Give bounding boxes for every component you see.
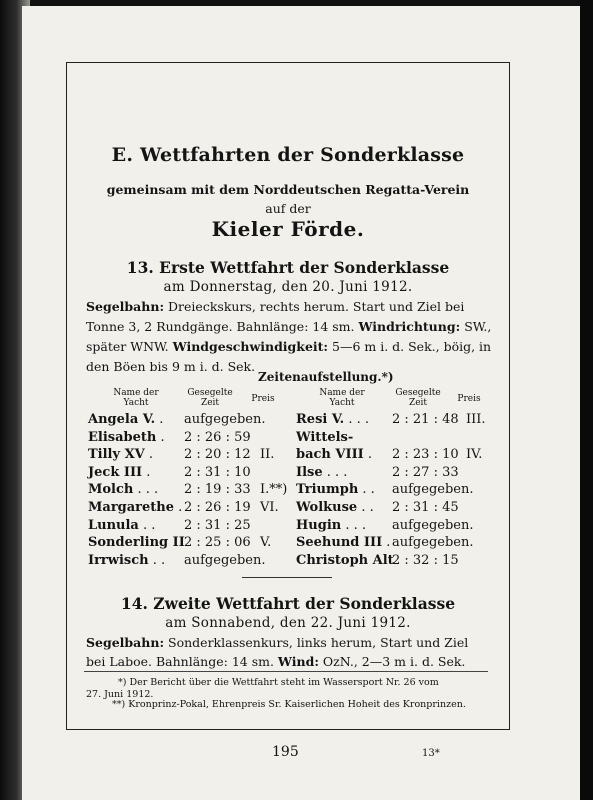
yacht-name xyxy=(88,500,182,515)
sailed-time: 2 : 23 : 10 xyxy=(392,447,459,463)
course-text-3: später WNW. xyxy=(86,339,173,354)
footnote-2: **) Kronprinz-Pokal, Ehrenpreis Sr. Kaiserlichen Hoheit des Kronprinzen. xyxy=(112,699,466,710)
results-left-row xyxy=(88,553,298,573)
sailed-time: 2 : 21 : 48 xyxy=(392,412,459,427)
signature-mark: 13* xyxy=(422,748,440,759)
race-14-wind-value: OzN., 2—3 m i. d. Sek. xyxy=(318,654,466,669)
wind-direction-value: SW., xyxy=(460,319,492,334)
yacht-name-text: Tilly XV xyxy=(88,447,145,463)
yacht-name-text: Margarethe xyxy=(88,500,175,515)
sailed-time: aufgegeben. xyxy=(392,482,474,498)
col-head-prize-left: Preis xyxy=(251,394,275,404)
race-13-course-line-1 xyxy=(86,296,490,317)
course-text-2: Tonne 3, 2 Rundgänge. Bahnlänge: 14 sm. xyxy=(86,319,359,334)
yacht-name xyxy=(88,482,158,497)
leader-dots: . . . xyxy=(344,412,369,427)
yacht-name-text: Lunula xyxy=(88,517,139,533)
sailed-time: 2 : 20 : 12 xyxy=(184,447,251,463)
col-head-time-left: Gesegelte Zeit xyxy=(187,388,233,408)
sailed-time: 2 : 27 : 33 xyxy=(392,464,459,480)
wind-direction-label: Windrichtung: xyxy=(358,319,461,334)
race-14-course-line-1 xyxy=(86,632,490,653)
race-14-wind-label: Wind: xyxy=(277,654,319,669)
yacht-name xyxy=(88,412,163,427)
race-14-course-line-2 xyxy=(86,651,490,672)
leader-dots: . . xyxy=(148,552,166,568)
leader-dots: . xyxy=(144,447,154,463)
yacht-name-text: Angela V. xyxy=(88,412,156,427)
page-edge-shadow xyxy=(580,0,593,800)
sailed-time: 2 : 31 : 45 xyxy=(392,500,459,515)
yacht-name xyxy=(296,412,369,427)
yacht-name xyxy=(296,500,374,515)
leader-dots: . xyxy=(142,464,151,480)
prize: III. xyxy=(466,412,486,427)
sailed-time: 2 : 31 : 10 xyxy=(184,464,251,480)
col-head-name-left: Name der Yacht xyxy=(113,388,159,408)
prize: VI. xyxy=(260,500,279,515)
sailed-time: aufgegeben. xyxy=(184,412,266,427)
prize: II. xyxy=(260,447,275,463)
sailed-time: aufgegeben. xyxy=(184,552,266,568)
yacht-name-text: Seehund III xyxy=(296,535,383,551)
race-13-course-line-4: den Böen bis 9 m i. d. Sek. xyxy=(86,359,256,374)
sailed-time: aufgegeben. xyxy=(392,535,474,551)
course-label: Segelbahn: xyxy=(86,299,165,314)
leader-dots: . . xyxy=(357,500,374,515)
section-subtitle: gemeinsam mit dem Norddeutschen Regatta-Verein xyxy=(106,182,470,197)
sailed-time: 2 : 26 : 19 xyxy=(184,500,251,515)
yacht-name-text: Jeck III xyxy=(88,464,143,480)
leader-dots: . xyxy=(155,412,164,427)
yacht-name xyxy=(296,518,366,533)
footnote-1-cont: 27. Juni 1912. xyxy=(86,689,154,700)
yacht-name-text: Wittels- xyxy=(296,429,354,445)
race-13-course-line-2 xyxy=(86,316,490,337)
yacht-name-text: Christoph Alt xyxy=(296,552,394,568)
page-number: 195 xyxy=(272,744,299,760)
section-place: Kieler Förde. xyxy=(211,217,365,241)
yacht-name-text: Elisabeth xyxy=(88,429,157,445)
prize: V. xyxy=(260,535,272,551)
race-14-course-text-2: bei Laboe. Bahnlänge: 14 sm. xyxy=(86,654,278,669)
section-separator xyxy=(242,577,332,578)
yacht-name-text: Molch xyxy=(88,482,134,498)
yacht-name-text: Irrwisch xyxy=(88,552,149,568)
sailed-time: 2 : 19 : 33 xyxy=(184,482,251,498)
race-13-heading: 13. Erste Wettfahrt der Sonderklasse xyxy=(126,258,450,277)
race-14-course-text: Sonderklassenkurs, links herum, Start und Ziel xyxy=(164,635,469,650)
wind-speed-value: 5—6 m i. d. Sek., böig, in xyxy=(328,339,492,354)
leader-dots: . xyxy=(363,447,373,463)
yacht-name xyxy=(88,430,165,445)
yacht-name xyxy=(296,430,353,445)
footnote-1: *) Der Bericht über die Wettfahrt steht im Wassersport Nr. 26 vom xyxy=(118,677,439,688)
leader-dots: . . . xyxy=(341,517,367,533)
section-connector: auf der xyxy=(265,201,311,216)
yacht-name xyxy=(88,465,150,480)
yacht-name xyxy=(296,553,394,568)
leader-dots: . xyxy=(382,535,391,551)
footnote-rule xyxy=(84,671,488,672)
yacht-name-text: Wolkuse xyxy=(296,500,358,515)
leader-dots: . xyxy=(156,429,165,445)
race-14-date: am Sonnabend, den 22. Juni 1912. xyxy=(165,615,411,631)
prize: IV. xyxy=(466,447,483,463)
yacht-name xyxy=(88,447,153,462)
leader-dots: . xyxy=(174,500,183,515)
race-14-heading: 14. Zweite Wettfahrt der Sonderklasse xyxy=(120,594,456,613)
yacht-name-text: Sonderling II xyxy=(88,535,185,551)
race-14-course-label: Segelbahn: xyxy=(86,635,165,650)
leader-dots: . . . xyxy=(133,482,159,498)
yacht-name xyxy=(88,535,185,550)
yacht-name xyxy=(88,518,155,533)
sailed-time: 2 : 32 : 15 xyxy=(392,552,459,568)
yacht-name xyxy=(296,465,347,480)
sailed-time: 2 : 31 : 25 xyxy=(184,517,251,533)
yacht-name xyxy=(296,535,390,550)
race-13-date: am Donnerstag, den 20. Juni 1912. xyxy=(163,279,413,295)
wind-speed-label: Windgeschwindigkeit: xyxy=(172,339,329,354)
yacht-name-text: Triumph xyxy=(296,482,359,498)
results-heading: Zeitenaufstellung.*) xyxy=(258,370,394,384)
yacht-name-text: Hugin xyxy=(296,517,342,533)
sailed-time: aufgegeben. xyxy=(392,517,474,533)
leader-dots: . . xyxy=(138,517,156,533)
yacht-name-text: bach VIII xyxy=(296,447,364,463)
yacht-name-text: Ilse xyxy=(296,464,323,480)
section-title: E. Wettfahrten der Sonderklasse xyxy=(111,144,465,166)
yacht-name-text: Resi V. xyxy=(296,412,345,427)
sailed-time: 2 : 26 : 59 xyxy=(184,429,251,445)
leader-dots: . . . xyxy=(322,464,348,480)
race-13-course-line-3 xyxy=(86,336,490,357)
prize: I.**) xyxy=(260,482,288,498)
col-head-name-right: Name der Yacht xyxy=(319,388,365,408)
results-right-row xyxy=(296,553,496,573)
course-text: Dreieckskurs, rechts herum. Start und Ziel bei xyxy=(164,299,465,314)
col-head-prize-right: Preis xyxy=(457,394,481,404)
leader-dots: . . xyxy=(358,482,375,498)
yacht-name xyxy=(88,553,165,568)
yacht-name xyxy=(296,482,375,497)
sailed-time: 2 : 25 : 06 xyxy=(184,535,251,551)
yacht-name xyxy=(296,447,372,462)
col-head-time-right: Gesegelte Zeit xyxy=(395,388,441,408)
